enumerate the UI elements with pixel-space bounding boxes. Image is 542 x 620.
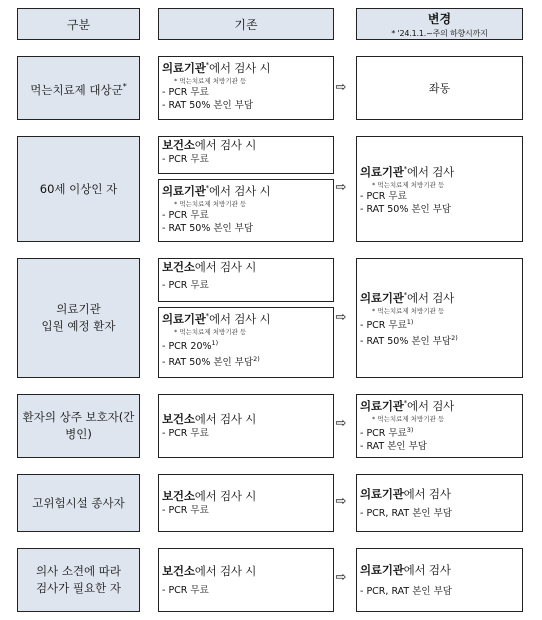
- cell-heading: 의료기관*에서 검사 시: [162, 183, 271, 198]
- list-item: - PCR 무료: [162, 280, 209, 291]
- existing-cell: [158, 548, 334, 612]
- footnote: * 먹는치료제 처방기관 등: [372, 306, 445, 315]
- category-cell: [17, 136, 140, 242]
- category-label: 고위험시설 종사자: [32, 495, 125, 510]
- change-text: 좌동: [428, 82, 451, 95]
- change-cell: [356, 474, 523, 532]
- arrow-icon: ⇨: [335, 310, 347, 325]
- change-cell: [356, 136, 523, 242]
- change-cell: [356, 56, 523, 120]
- existing-cell: [158, 394, 334, 458]
- list-item: - PCR, RAT 본인 부담: [360, 585, 452, 597]
- category-label: 환자의 상주 보호자(간: [22, 410, 135, 424]
- list-item: - PCR 무료$^{1)}$: [360, 317, 414, 331]
- category-label: 병인): [65, 427, 92, 441]
- arrow-icon: ⇨: [335, 494, 347, 509]
- list-item: - PCR 20%$^{1)}$: [162, 338, 219, 352]
- list-item: - PCR 무료: [162, 154, 209, 165]
- arrow-icon: ⇨: [335, 80, 347, 95]
- category-cell: [17, 548, 140, 612]
- cell-heading: 보건소에서 검사 시: [162, 412, 257, 426]
- category-cell: [17, 258, 140, 378]
- header-category: [17, 8, 140, 40]
- category-label: 의료기관: [56, 302, 101, 316]
- change-cell: [356, 394, 523, 458]
- existing-cell: [158, 307, 334, 378]
- header-existing-label: 기존: [234, 17, 258, 32]
- list-item: - PCR 무료$^{3)}$: [360, 425, 414, 439]
- change-cell: [356, 258, 523, 378]
- list-item: - RAT 본인 부담: [360, 440, 427, 452]
- cell-heading: 의료기관*에서 검사: [360, 164, 455, 179]
- existing-cell: [158, 258, 334, 302]
- cell-heading: 보건소에서 검사 시: [162, 489, 257, 503]
- existing-cell: [158, 474, 334, 532]
- category-label: 검사가 필요한 자: [35, 581, 122, 595]
- existing-cell: [158, 136, 334, 174]
- cell-heading: 의료기관에서 검사: [360, 562, 451, 577]
- cell-heading: 의료기관*에서 검사: [360, 290, 455, 305]
- list-item: - PCR, RAT 본인 부담: [360, 507, 452, 519]
- cell-heading: 의료기관에서 검사: [360, 486, 451, 501]
- list-item: - PCR 무료: [360, 190, 407, 202]
- list-item: - PCR 무료: [162, 86, 209, 98]
- header-existing: [158, 8, 334, 40]
- list-item: - RAT 50% 본인 부담: [162, 99, 254, 111]
- list-item: - RAT 50% 본인 부담$^{2)}$: [162, 354, 260, 369]
- arrow-icon: ⇨: [335, 180, 347, 195]
- category-label: 입원 예정 환자: [41, 319, 116, 333]
- category-footnote-mark: *: [122, 81, 127, 91]
- category-cell: [17, 474, 140, 532]
- header-change-note: * '24.1.1.~주의 하향시까지: [391, 28, 488, 38]
- category-label: 먹는치료제 대상군: [30, 82, 123, 97]
- cell-heading: 보건소에서 검사 시: [162, 260, 257, 274]
- cell-heading: 보건소에서 검사 시: [162, 563, 257, 578]
- footnote: * 먹는치료제 처방기관 등: [174, 327, 247, 336]
- cell-heading: 보건소에서 검사 시: [162, 138, 257, 152]
- header-category-label: 구분: [66, 17, 91, 32]
- footnote: * 먹는치료제 처방기관 등: [174, 199, 247, 208]
- list-item: - RAT 50% 본인 부담: [162, 222, 254, 234]
- list-item: - PCR 무료: [162, 209, 209, 221]
- footnote: * 먹는치료제 처방기관 등: [174, 76, 247, 85]
- category-cell: [17, 394, 140, 458]
- existing-cell: [158, 56, 334, 120]
- category-label: 60세 이상인 자: [39, 181, 118, 196]
- arrow-icon: ⇨: [335, 570, 347, 585]
- category-label: 의사 소견에 따라: [35, 564, 122, 578]
- cell-heading: 의료기관*에서 검사 시: [162, 311, 271, 326]
- list-item: - RAT 50% 본인 부담$^{2)}$: [360, 333, 458, 348]
- change-cell: [356, 548, 523, 612]
- cell-heading: 의료기관*에서 검사 시: [162, 60, 271, 75]
- list-item: - PCR 무료: [162, 584, 209, 596]
- footnote: * 먹는치료제 처방기관 등: [372, 414, 445, 423]
- header-change-label: 변경: [427, 11, 452, 26]
- header-change: [356, 8, 523, 40]
- existing-cell: [158, 179, 334, 242]
- category-cell: [17, 56, 140, 120]
- list-item: - PCR 무료: [162, 505, 209, 516]
- footnote: * 먹는치료제 처방기관 등: [372, 180, 445, 189]
- list-item: - RAT 50% 본인 부담: [360, 203, 452, 215]
- arrow-icon: ⇨: [335, 416, 347, 431]
- list-item: - PCR 무료: [162, 428, 209, 439]
- cell-heading: 의료기관*에서 검사: [360, 398, 455, 413]
